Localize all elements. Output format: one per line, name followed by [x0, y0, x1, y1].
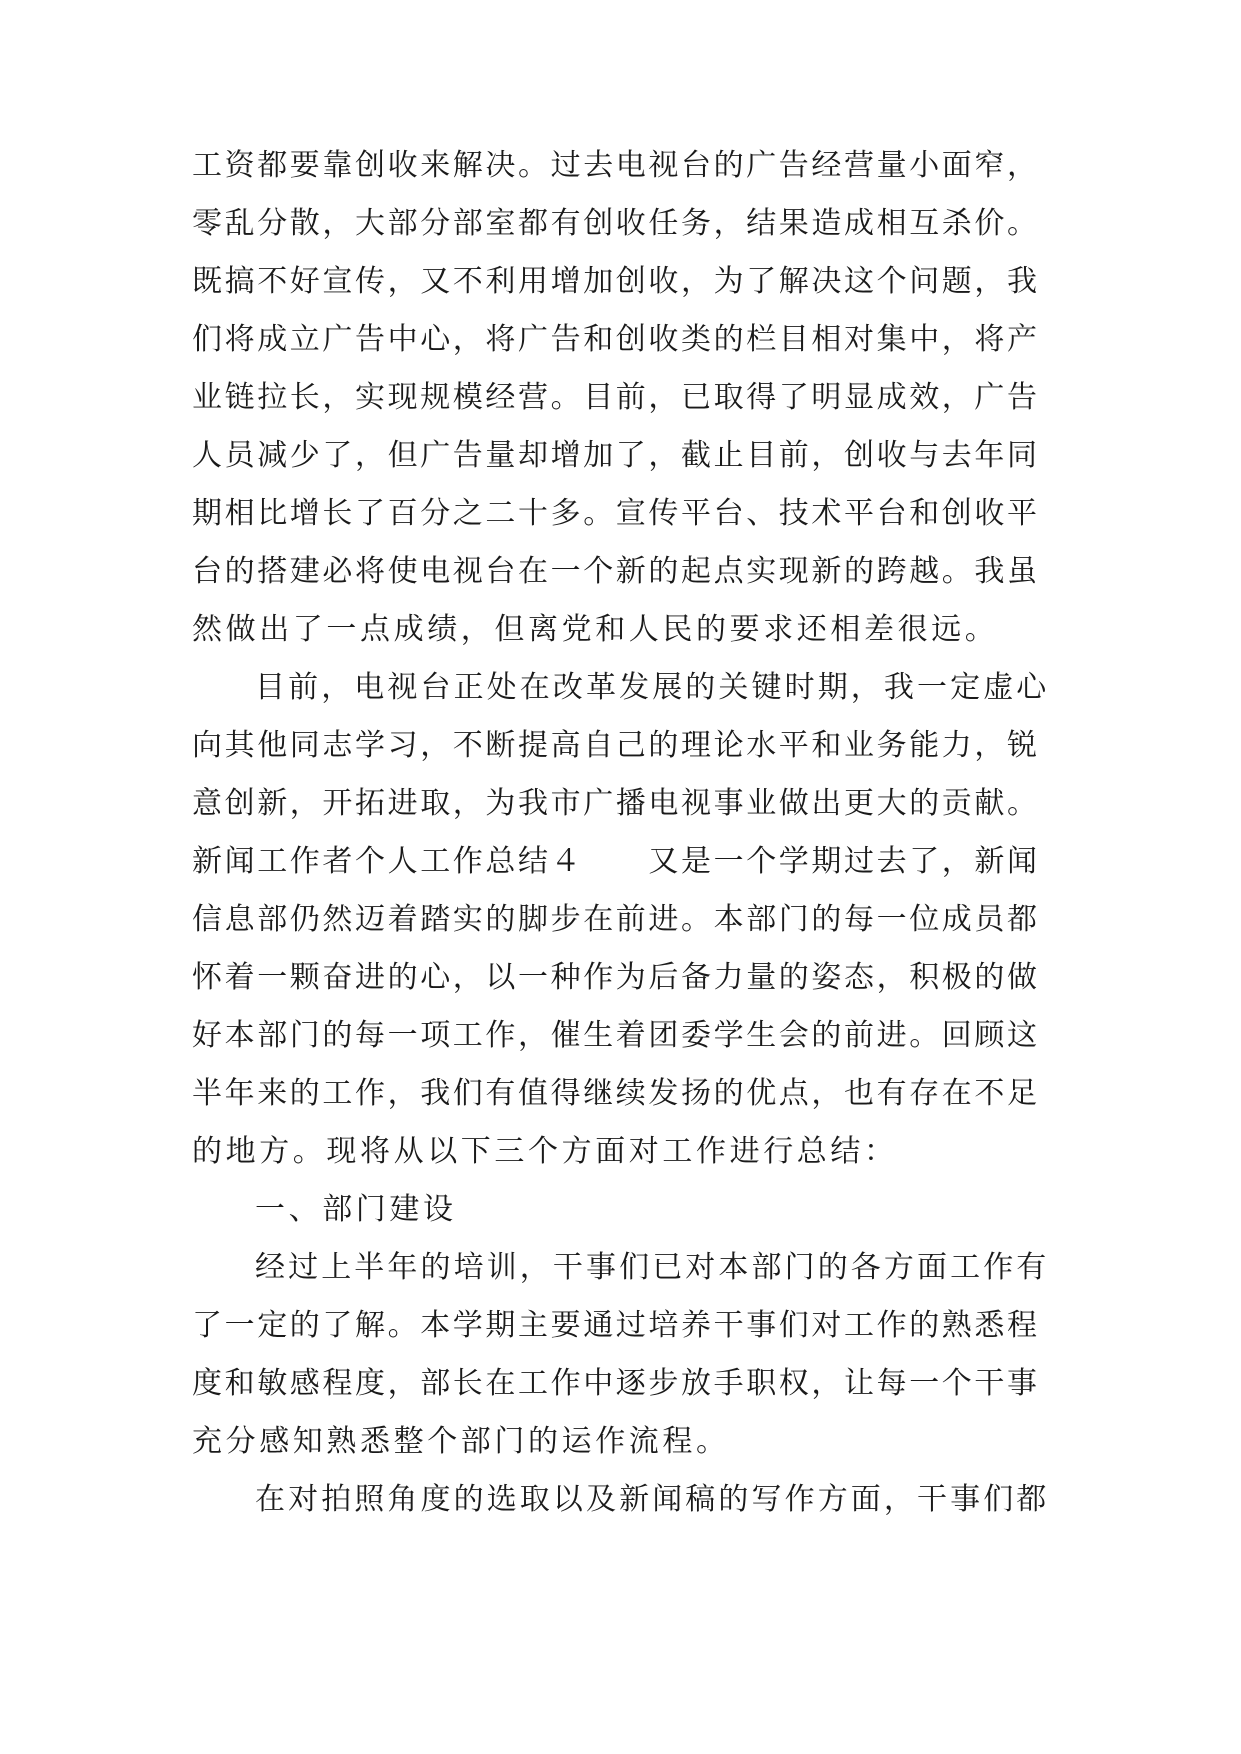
body-text-line: 了一定的了解。本学期主要通过培养干事们对工作的熟悉程: [192, 1308, 1040, 1343]
body-text-line: 台的搭建必将使电视台在一个新的起点实现新的跨越。我虽: [192, 554, 1040, 589]
body-text-line: 好本部门的每一项工作，催生着团委学生会的前进。回顾这: [192, 1018, 1040, 1053]
body-text-line: 半年来的工作，我们有值得继续发扬的优点，也有存在不足: [192, 1076, 1040, 1111]
paragraph-first-line: 目前，电视台正处在改革发展的关键时期，我一定虚心: [255, 670, 1050, 705]
body-text-line: 充分感知熟悉整个部门的运作流程。: [192, 1424, 730, 1459]
paragraph-first-line: 在对拍照角度的选取以及新闻稿的写作方面，干事们都: [255, 1482, 1050, 1517]
body-text-line: 度和敏感程度，部长在工作中逐步放手职权，让每一个干事: [192, 1366, 1040, 1401]
body-text-line: 零乱分散，大部分部室都有创收任务，结果造成相互杀价。: [192, 206, 1040, 241]
body-text-line: 的地方。现将从以下三个方面对工作进行总结：: [192, 1134, 898, 1169]
body-text-line: 既搞不好宣传，又不利用增加创收，为了解决这个问题，我: [192, 264, 1040, 299]
body-text-line: 意创新，开拓进取，为我市广播电视事业做出更大的贡献。: [192, 786, 1040, 821]
subsection-heading: 一、部门建设: [255, 1192, 457, 1227]
body-text-line: 然做出了一点成绩，但离党和人民的要求还相差很远。: [192, 612, 999, 647]
body-text-line: 怀着一颗奋进的心，以一种作为后备力量的姿态，积极的做: [192, 960, 1040, 995]
paragraph-first-line: 经过上半年的培训，干事们已对本部门的各方面工作有: [255, 1250, 1050, 1285]
body-text-line: 人员减少了，但广告量却增加了，截止目前，创收与去年同: [192, 438, 1040, 473]
body-text-line: 工资都要靠创收来解决。过去电视台的广告经营量小面窄，: [192, 148, 1040, 183]
body-text-line: 向其他同志学习，不断提高自己的理论水平和业务能力，锐: [192, 728, 1040, 763]
body-text-line: 期相比增长了百分之二十多。宣传平台、技术平台和创收平: [192, 496, 1040, 531]
section-title-line: 新闻工作者个人工作总结４ 又是一个学期过去了，新闻: [192, 844, 1040, 879]
body-text-line: 业链拉长，实现规模经营。目前，已取得了明显成效，广告: [192, 380, 1040, 415]
body-text-line: 们将成立广告中心，将广告和创收类的栏目相对集中，将产: [192, 322, 1040, 357]
body-text-line: 信息部仍然迈着踏实的脚步在前进。本部门的每一位成员都: [192, 902, 1040, 937]
